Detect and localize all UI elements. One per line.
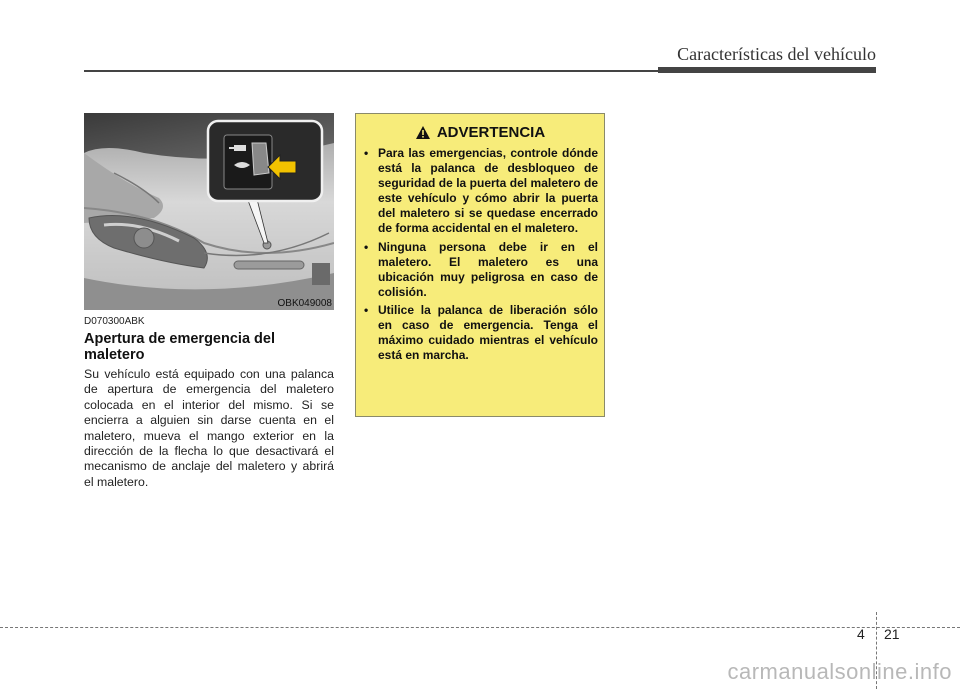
header-title: Características del vehículo: [677, 44, 876, 64]
warning-list: [364, 146, 598, 366]
bullet: •: [364, 302, 369, 317]
warning-item-text: Ninguna persona debe ir en el maletero. El maletero es una ubicación muy peligrosa en caso de colisión.: [378, 239, 598, 299]
car-rear-drawing: [84, 113, 334, 310]
section-title: Apertura de emergencia del maletero: [84, 331, 275, 363]
watermark: carmanualsonline.info: [727, 659, 952, 684]
bullet: •: [364, 146, 369, 160]
warning-item-text: Para las emergencias, controle dónde está la palanca de desbloqueo de seguridad de la puerta del maletero de este vehículo y cómo abrir la puerta del maletero si se quedase encerrado de forma accidental en el maletero.: [378, 146, 598, 236]
warning-item-text: Utilice la palanca de liberación sólo en caso de emergencia. Tenga el máximo cuidado mientras el vehículo está en marcha.: [378, 302, 598, 363]
section-code: D070300ABK: [84, 316, 145, 327]
footer-rule: [0, 627, 960, 628]
header-rule: [84, 70, 676, 72]
figure-code: OBK049008: [277, 298, 332, 309]
warning-box: [355, 113, 605, 417]
chapter-number: 4: [857, 626, 865, 642]
page-number: 21: [884, 626, 900, 642]
bullet: •: [364, 239, 369, 254]
warning-item: [364, 303, 598, 363]
section-body: Su vehículo está equipado con una palanca de apertura de emergencia del maletero colocada en el interior del mismo. Si se encierra a alguien sin darse cuenta en el maletero, mueva el mango exterior en la dirección de la flecha lo que desactivará el mecanismo de anclaje del maletero y abrirá el maletero.: [84, 367, 334, 489]
warning-triangle-icon: [415, 125, 431, 144]
warning-title: ADVERTENCIA: [436, 124, 546, 141]
trunk-illustration: [84, 113, 334, 310]
header-rule-accent: [658, 67, 876, 73]
warning-header: [356, 124, 604, 144]
warning-item: [364, 240, 598, 300]
warning-item: [364, 146, 598, 237]
